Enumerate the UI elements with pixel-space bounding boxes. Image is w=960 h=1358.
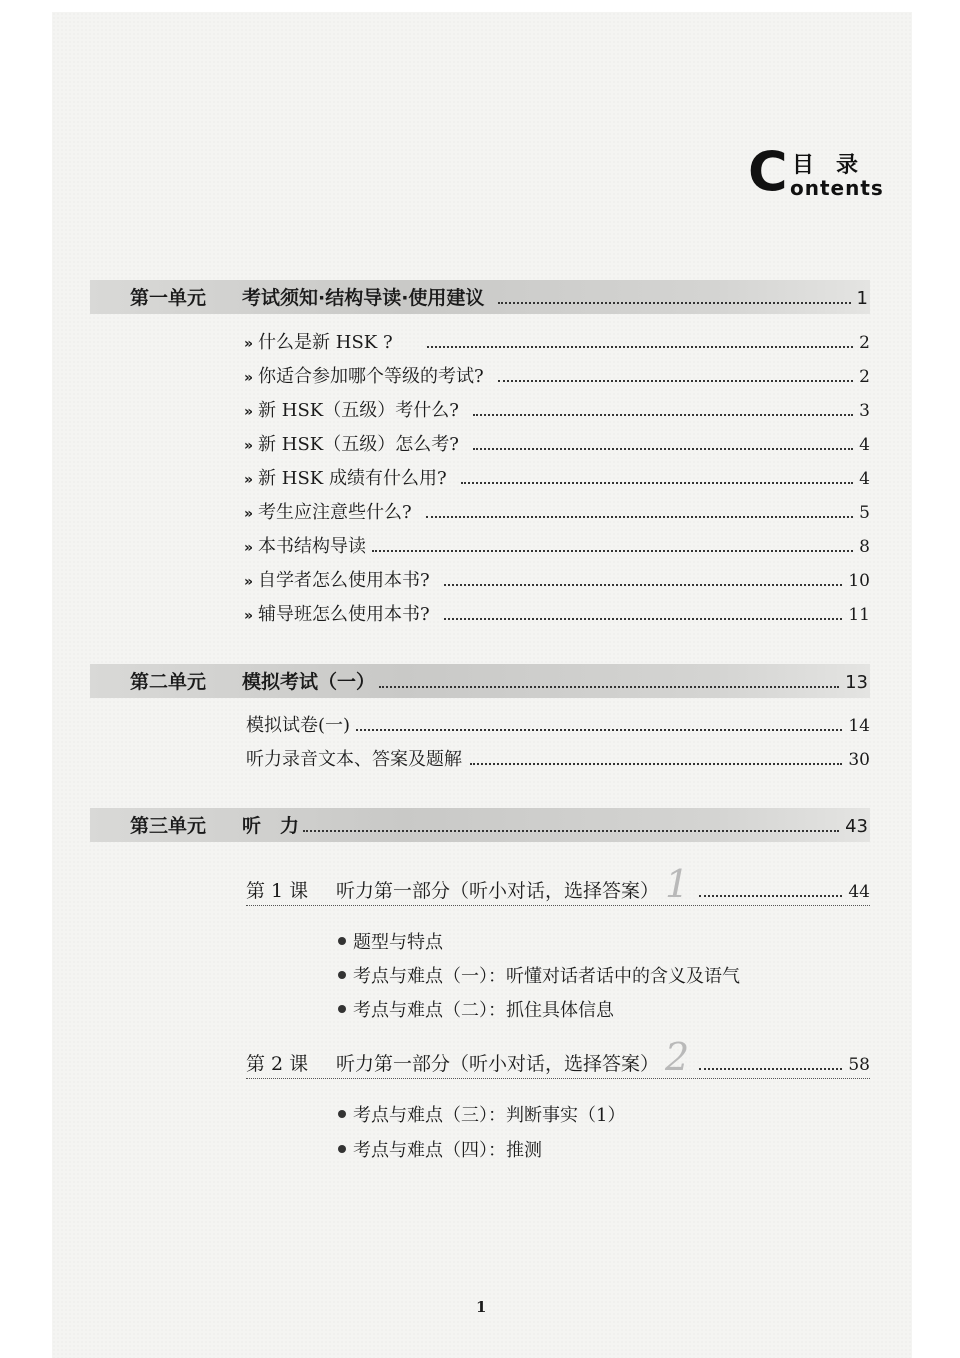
bullet-icon bbox=[338, 1005, 346, 1013]
page-number: 2 bbox=[859, 367, 870, 387]
bullet-icon bbox=[338, 1110, 346, 1118]
page-number: 1 bbox=[856, 288, 868, 309]
toc-unit-3[interactable] bbox=[130, 811, 868, 838]
unit-title: 模拟考试（一） bbox=[242, 671, 376, 693]
toc-item[interactable] bbox=[244, 362, 870, 388]
unit-number: 第一单元 bbox=[130, 287, 207, 309]
toc-unit-1[interactable] bbox=[130, 283, 868, 310]
page-number: 58 bbox=[848, 1055, 870, 1075]
page-number: 11 bbox=[848, 605, 870, 625]
triple-chevron-icon: » bbox=[244, 404, 251, 420]
point-label: 考点与难点（二）：抓住具体信息 bbox=[353, 1000, 614, 1021]
item-label: 考生应注意些什么? bbox=[258, 502, 412, 523]
page-number: 30 bbox=[848, 750, 870, 770]
lesson-number: 第 1 课 bbox=[246, 880, 309, 902]
page-number: 43 bbox=[845, 816, 868, 837]
triple-chevron-icon: » bbox=[244, 574, 251, 590]
item-label: 听力录音文本、答案及题解 bbox=[246, 749, 462, 770]
point-label: 考点与难点（四）：推测 bbox=[353, 1140, 542, 1161]
toc-lesson-2[interactable] bbox=[246, 1035, 870, 1079]
item-label: 本书结构导读 bbox=[258, 536, 367, 557]
dot-leader bbox=[498, 380, 853, 382]
dot-leader bbox=[303, 830, 839, 832]
title-chinese: 目录 bbox=[792, 153, 881, 178]
contents-logo bbox=[748, 140, 888, 208]
item-label: 什么是新 HSK ? bbox=[258, 332, 393, 353]
lesson-title: 听力第一部分（听小对话，选择答案） bbox=[336, 1053, 660, 1075]
toc-item[interactable] bbox=[244, 600, 870, 626]
bullet-icon bbox=[338, 1145, 346, 1153]
page-number: 44 bbox=[848, 882, 870, 902]
item-label: 新 HSK（五级）考什么? bbox=[258, 400, 459, 421]
page-number: 13 bbox=[845, 672, 868, 693]
toc-item[interactable] bbox=[244, 328, 870, 354]
item-label: 辅导班怎么使用本书? bbox=[258, 604, 430, 625]
bullet-icon bbox=[338, 937, 346, 945]
dot-leader bbox=[426, 516, 853, 518]
point-label: 考点与难点（三）：判断事实（1） bbox=[353, 1105, 626, 1126]
dot-leader bbox=[473, 414, 853, 416]
toc-unit-2[interactable] bbox=[130, 667, 868, 694]
lesson-point bbox=[338, 1136, 542, 1162]
item-label: 自学者怎么使用本书? bbox=[258, 570, 430, 591]
triple-chevron-icon: » bbox=[244, 438, 251, 454]
toc-item[interactable] bbox=[246, 711, 870, 737]
dot-leader bbox=[699, 1068, 842, 1070]
toc-item[interactable] bbox=[246, 745, 870, 771]
lesson-point bbox=[338, 962, 740, 988]
dot-leader bbox=[498, 302, 850, 304]
triple-chevron-icon: » bbox=[244, 336, 251, 352]
toc-item[interactable] bbox=[244, 464, 870, 490]
item-label: 新 HSK 成绩有什么用? bbox=[258, 468, 447, 489]
toc-item[interactable] bbox=[244, 498, 870, 524]
lesson-point bbox=[338, 1101, 625, 1127]
point-label: 考点与难点（一）：听懂对话者话中的含义及语气 bbox=[353, 966, 740, 987]
point-label: 题型与特点 bbox=[353, 932, 443, 953]
dot-leader bbox=[473, 448, 853, 450]
toc-item[interactable] bbox=[244, 566, 870, 592]
dot-leader bbox=[427, 346, 854, 348]
dot-leader bbox=[372, 550, 853, 552]
triple-chevron-icon: » bbox=[244, 506, 251, 522]
unit-title: 听 力 bbox=[242, 815, 300, 837]
page-number: 3 bbox=[859, 401, 870, 421]
toc-item[interactable] bbox=[244, 532, 870, 558]
dot-leader bbox=[699, 895, 842, 897]
item-label: 模拟试卷(一) bbox=[246, 715, 351, 736]
lesson-point bbox=[338, 928, 443, 954]
lesson-number: 第 2 课 bbox=[246, 1053, 309, 1075]
lesson-title: 听力第一部分（听小对话，选择答案） bbox=[336, 880, 660, 902]
page-number: 14 bbox=[848, 716, 870, 736]
unit-title: 考试须知·结构导读·使用建议 bbox=[242, 287, 485, 309]
dot-leader bbox=[444, 618, 843, 620]
triple-chevron-icon: » bbox=[244, 540, 251, 556]
bullet-icon bbox=[338, 971, 346, 979]
page-number: 5 bbox=[859, 503, 870, 523]
triple-chevron-icon: » bbox=[244, 608, 251, 624]
triple-chevron-icon: » bbox=[244, 370, 251, 386]
dot-leader bbox=[444, 584, 843, 586]
unit-number: 第三单元 bbox=[130, 815, 207, 837]
lesson-ordinal-graphic: 2 bbox=[665, 1035, 690, 1079]
page-number: 2 bbox=[859, 333, 870, 353]
page-number: 4 bbox=[859, 469, 870, 489]
toc-lesson-1[interactable] bbox=[246, 862, 870, 906]
dot-leader bbox=[461, 482, 854, 484]
lesson-point bbox=[338, 996, 614, 1022]
title-english: ontents bbox=[790, 176, 884, 200]
toc-item[interactable] bbox=[244, 430, 870, 456]
page-number: 8 bbox=[859, 537, 870, 557]
logo-letter: C bbox=[748, 140, 788, 203]
dot-leader bbox=[470, 763, 842, 765]
lesson-ordinal-graphic: 1 bbox=[665, 862, 690, 906]
item-label: 你适合参加哪个等级的考试? bbox=[258, 366, 484, 387]
toc-item[interactable] bbox=[244, 396, 870, 422]
page-number: 10 bbox=[848, 571, 870, 591]
item-label: 新 HSK（五级）怎么考? bbox=[258, 434, 459, 455]
unit-number: 第二单元 bbox=[130, 671, 207, 693]
footer-page-number: 1 bbox=[476, 1298, 487, 1316]
triple-chevron-icon: » bbox=[244, 472, 251, 488]
dot-leader bbox=[356, 729, 842, 731]
page-number: 4 bbox=[859, 435, 870, 455]
dot-leader bbox=[379, 686, 839, 688]
